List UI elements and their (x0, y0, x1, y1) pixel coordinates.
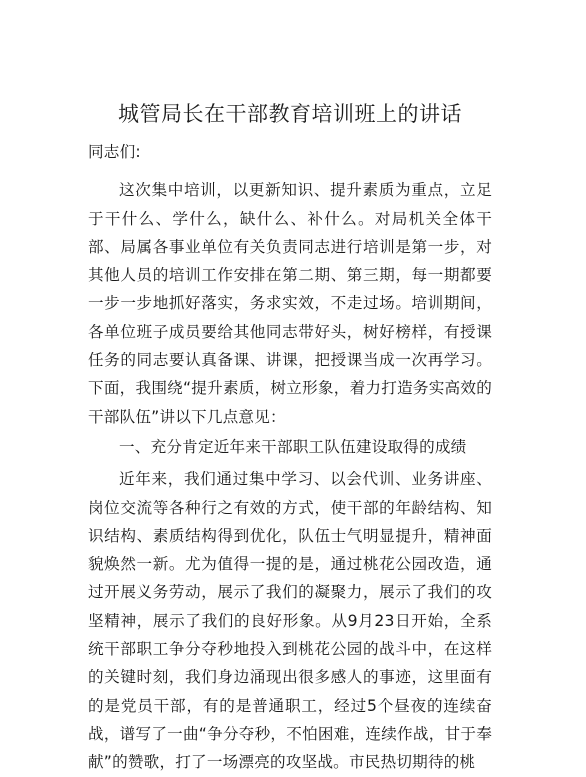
salutation: 同志们: (88, 143, 141, 161)
section-heading: 一、充分肯定近年来干部职工队伍建设取得的成绩 (119, 437, 467, 456)
intro-paragraph: 这次集中培训，以更新知识、提升素质为重点，立足于干什么、学什么，缺什么、补什么。对局机关全体干部、局属各事业单位有关负责同志进行培训是第一步，对其他人员的培训工作安排在第二期、第三期，每一期都要一步一步地抓好落实，务求实效，不走过场。培训期间，各单位班子成员要给其他同志带好头，树好榜样，有授课任务的同志要认真备课、讲课，把授课当成一次再学习。下面，我围绕“提升素质，树立形象，着力打造务实高效的干部队伍”讲以下几点意见： (88, 181, 492, 426)
document-title: 城管局长在干部教育培训班上的讲话 (118, 102, 462, 126)
body-paragraph: 近年来，我们通过集中学习、以会代训、业务讲座、岗位交流等各种行之有效的方式，使干部的年龄结构、知识结构、素质结构得到优化，队伍士气明显提升，精神面貌焕然一新。尤为值得一提的是，通过桃花公园改造，通过开展义务劳动，展示了我们的凝聚力，展示了我们的攻坚精神，展示了我们的良好形象。从9月23日开始，全系统干部职工争分夺秒地投入到桃花公园的战斗中，在这样的关键时刻，我们身边涌现出很多感人的事迹，这里面有的是党员干部，有的是普通职工，经过5个昼夜的连续奋战，谱写了一曲“争分夺秒，不怕困难，连续作战，甘于奉献”的赞歌，打了一场漂亮的攻坚战。市民热切期待的桃 (88, 470, 492, 772)
